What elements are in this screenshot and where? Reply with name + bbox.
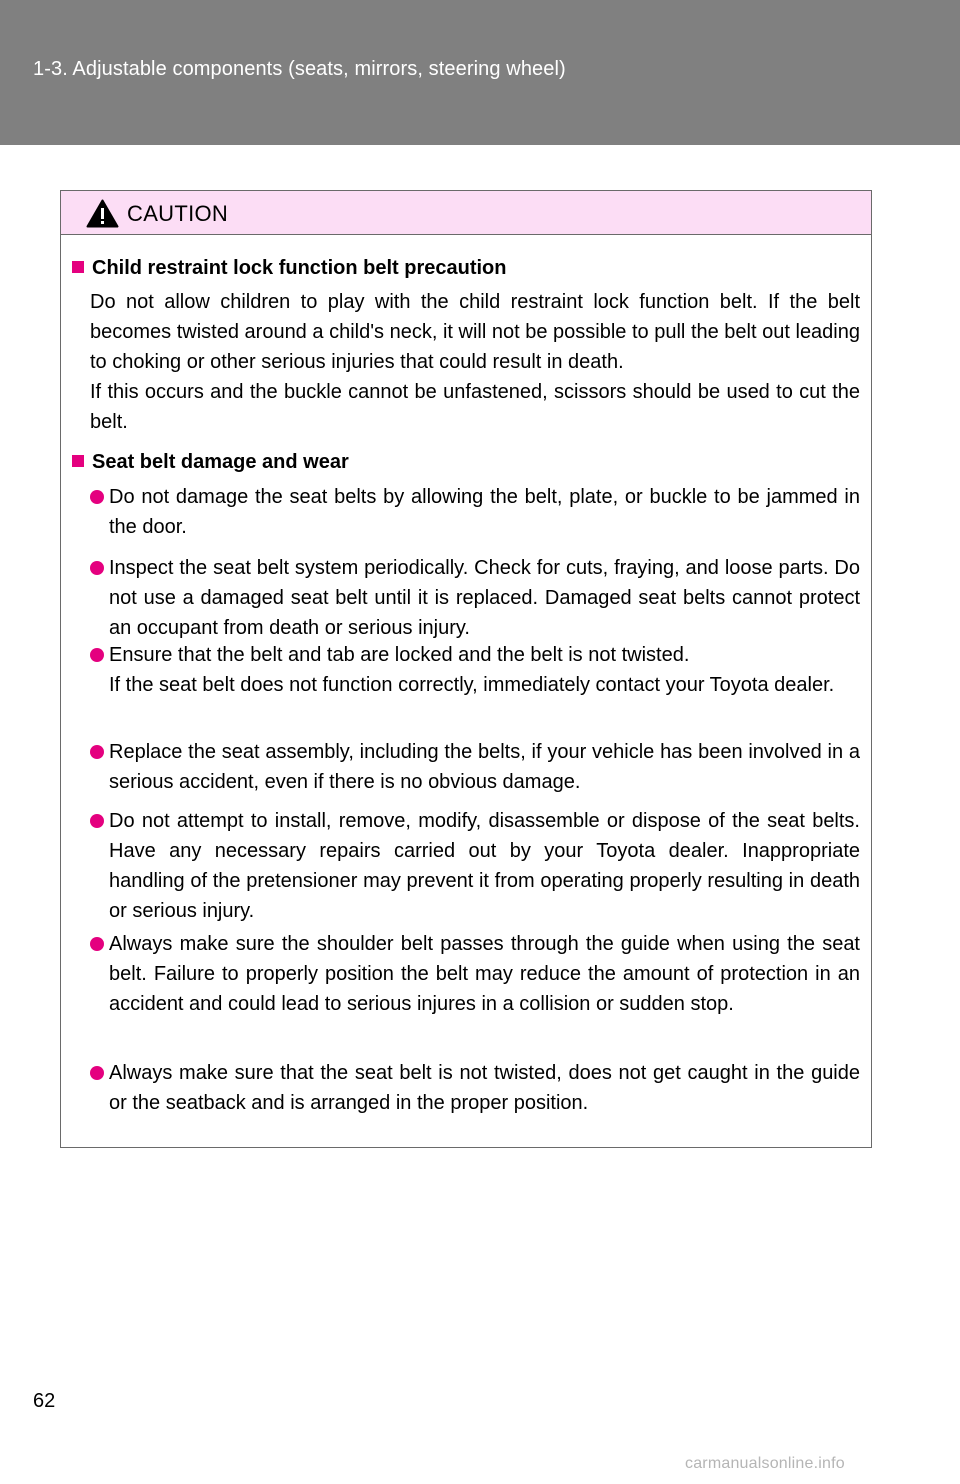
- round-bullet-icon: [90, 490, 104, 504]
- bullet-text: Always make sure that the seat belt is not twisted, does not get caught in the guide or the seatback and is arranged in the proper position.: [109, 1062, 860, 1114]
- caution-label: CAUTION: [127, 201, 229, 226]
- list-item: [90, 640, 870, 700]
- paragraph: If this occurs and the buckle cannot be unfastened, scissors should be used to cut the belt.: [90, 381, 860, 433]
- paragraph: Do not allow children to play with the child restraint lock function belt. If the belt becomes twisted around a child's neck, it will not be possible to pull the belt out leading to choking or other serious injuries that could result in death.: [90, 291, 860, 373]
- section-heading-seat-belt-damage: [72, 447, 349, 477]
- watermark: carmanualsonline.info: [685, 1455, 845, 1472]
- round-bullet-icon: [90, 648, 104, 662]
- header-band: [0, 0, 960, 145]
- list-item: [90, 1058, 870, 1118]
- warning-triangle-icon: [86, 199, 119, 228]
- bullet-text: Do not damage the seat belts by allowing the belt, plate, or buckle to be jammed in the door.: [109, 486, 860, 538]
- list-item: [90, 553, 870, 643]
- section-heading-text: Child restraint lock function belt precaution: [92, 257, 507, 279]
- round-bullet-icon: [90, 1066, 104, 1080]
- list-item: [90, 737, 870, 797]
- child-restraint-paragraphs: [90, 287, 860, 437]
- page-number: 62: [33, 1390, 56, 1412]
- section-heading-text: Seat belt damage and wear: [92, 451, 349, 473]
- section-heading-child-restraint: [72, 253, 506, 283]
- round-bullet-icon: [90, 561, 104, 575]
- bullet-text: Always make sure the shoulder belt passes through the guide when using the seat belt. Failure to properly position the belt may reduce the amount of protection in an accident and could lead to serious injures in a collision or sudden stop.: [109, 933, 860, 1015]
- caution-header: [61, 191, 871, 235]
- list-item: [90, 929, 870, 1019]
- section-title: 1-3. Adjustable components (seats, mirrors, steering wheel): [33, 58, 566, 80]
- caution-box: [60, 190, 872, 1148]
- square-bullet-icon: [72, 455, 84, 467]
- bullet-text: If the seat belt does not function correctly, immediately contact your Toyota dealer.: [109, 674, 835, 696]
- list-item: [90, 482, 870, 542]
- bullet-text: Replace the seat assembly, including the belts, if your vehicle has been involved in a serious accident, even if there is no obvious damage.: [109, 741, 860, 793]
- bullet-text: Inspect the seat belt system periodically. Check for cuts, fraying, and loose parts. Do not use a damaged seat belt until it is replaced. Damaged seat belts cannot protect an occupant from death or serious injury.: [109, 557, 860, 639]
- round-bullet-icon: [90, 814, 104, 828]
- bullet-text: Do not attempt to install, remove, modify, disassemble or dispose of the seat belts. Have any necessary repairs carried out by your Toyota dealer. Inappropriate handling of the pretensioner may prevent it from operating properly resulting in death or serious injury.: [109, 810, 860, 922]
- round-bullet-icon: [90, 937, 104, 951]
- round-bullet-icon: [90, 745, 104, 759]
- square-bullet-icon: [72, 261, 84, 273]
- list-item: [90, 806, 870, 926]
- bullet-text: Ensure that the belt and tab are locked and the belt is not twisted.: [109, 644, 690, 666]
